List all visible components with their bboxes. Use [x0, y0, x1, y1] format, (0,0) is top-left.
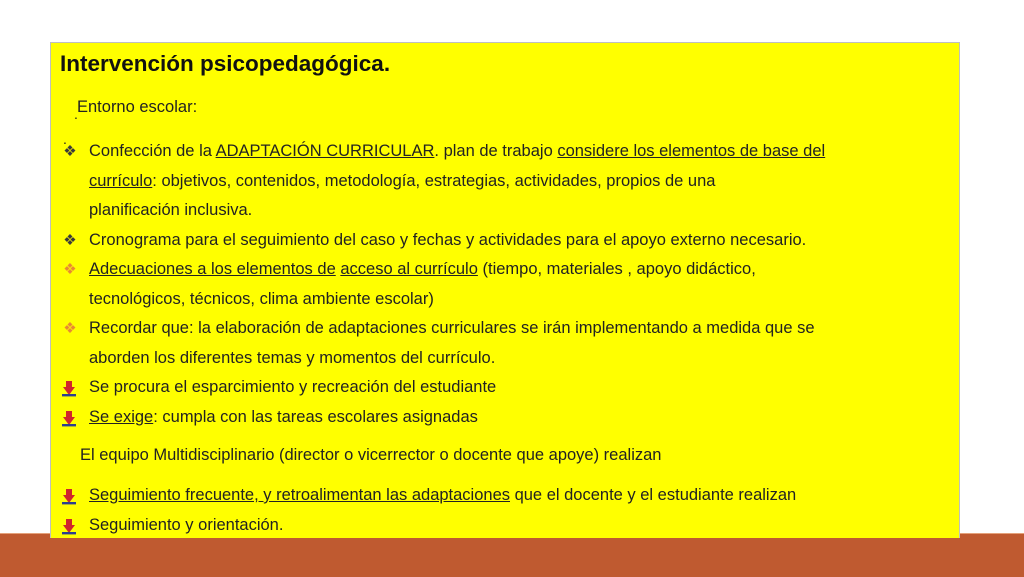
slide-subtitle: Entorno escolar: [77, 98, 198, 116]
text-run: Cronograma para el seguimiento del caso y fechas y actividades para el apoyo externo necesario. [89, 230, 807, 249]
underlined-text: considere los elementos de base del [557, 142, 826, 160]
text-run: Se procura el esparcimiento y recreación del estudiante [89, 378, 497, 396]
down-arrow-bullet-icon [61, 403, 77, 433]
text-run: aborden los diferentes temas y momentos del currículo. [89, 348, 496, 367]
underlined-text: Adecuaciones a los elementos de [89, 260, 336, 278]
content-panel [50, 42, 960, 538]
list-item [89, 373, 949, 403]
list-item-continuation [89, 344, 949, 374]
down-arrow-bullet-icon [61, 511, 77, 541]
text-run: . plan de trabajo [434, 142, 558, 160]
list-item-continuation [89, 285, 949, 315]
text-run: Seguimiento y orientación. [89, 515, 284, 534]
diamond-bullet-icon: ❖ [63, 143, 77, 160]
list-item [89, 255, 949, 285]
list-item [89, 314, 949, 344]
down-arrow-bullet-icon [61, 481, 77, 511]
text-run: (tiempo, materiales , apoyo didáctico, [477, 260, 756, 278]
list-item-continuation [89, 196, 949, 226]
text-run: Recordar que: la elaboración de adaptaciones curriculares se irán implementando a medida que se [89, 319, 815, 337]
list-item [89, 481, 949, 511]
list-dot: . [63, 131, 67, 147]
diamond-bullet-icon: ❖ [63, 261, 77, 278]
text-run: : cumpla con las tareas escolares asignadas [153, 407, 478, 426]
text-run: tecnológicos, técnicos, clima ambiente escolar) [89, 289, 434, 308]
underlined-text: acceso al currículo [340, 260, 478, 278]
text-run: : objetivos, contenidos, metodología, estrategias, actividades, propios de una [152, 171, 716, 190]
down-arrow-bullet-icon [61, 373, 77, 403]
diamond-bullet-icon: ❖ [63, 231, 77, 249]
list-item [89, 226, 949, 256]
list-item-continuation [89, 167, 949, 197]
text-run: planificación inclusiva. [89, 201, 253, 219]
diamond-bullet-icon: ❖ [63, 320, 77, 337]
underlined-text: currículo [89, 171, 153, 190]
underlined-text: Se exige [89, 407, 154, 426]
team-paragraph: El equipo Multidisciplinario (director o vicerrector o docente que apoye) realizan [80, 446, 662, 464]
list-item [89, 511, 949, 541]
subtitle-dot: . [74, 106, 78, 122]
text-run: que el docente y el estudiante realizan [510, 486, 797, 504]
list-item [89, 137, 949, 167]
text-run: Confección de la [89, 142, 216, 160]
list-item [89, 403, 949, 433]
slide-title: Intervención psicopedagógica. [60, 51, 391, 76]
underlined-text: Seguimiento frecuente, y retroalimentan las adaptaciones [89, 486, 510, 504]
underlined-text: ADAPTACIÓN CURRICULAR [215, 142, 435, 160]
